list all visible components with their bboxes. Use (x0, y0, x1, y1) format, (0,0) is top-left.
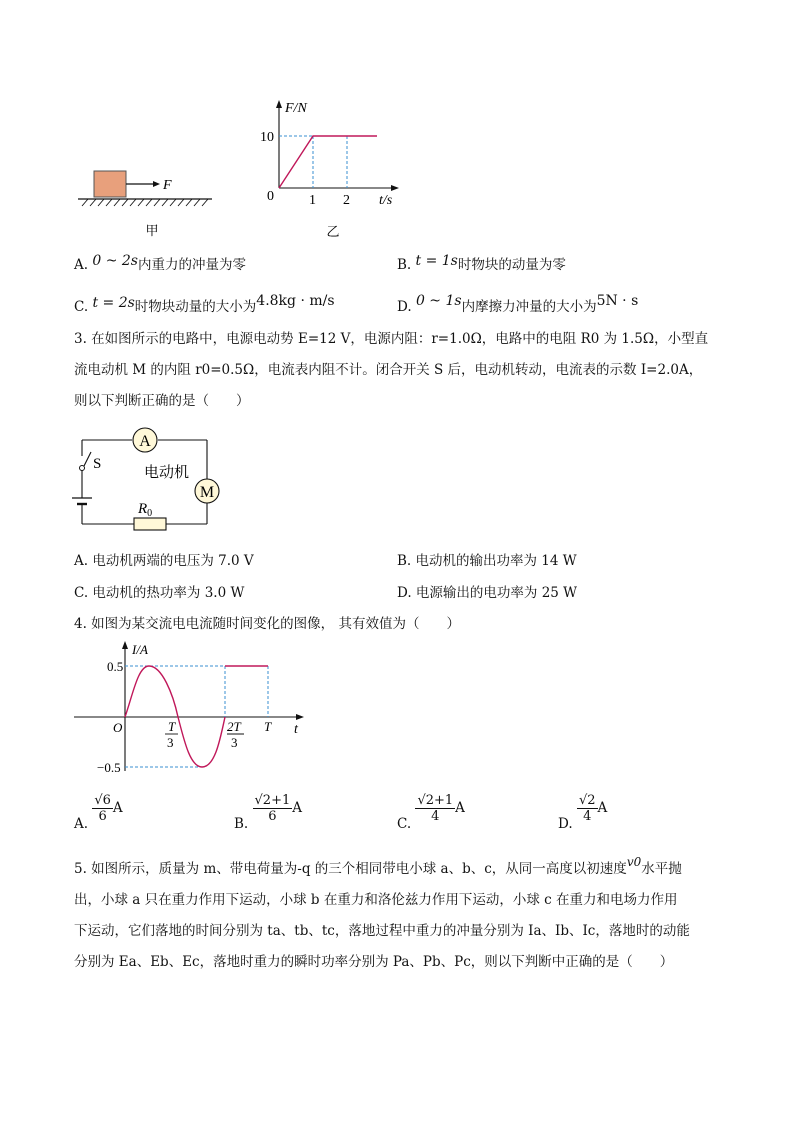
q4-option-a[interactable]: A. $\frac{√6}{6}$ A (74, 793, 123, 832)
y-tick-neg: −0.5 (97, 760, 121, 775)
y-axis-label: I/A (132, 642, 148, 657)
q2-option-a[interactable]: A. 0 ~ 2s内重力的冲量为零 (74, 253, 246, 273)
x-tick-2: 2 (343, 193, 350, 208)
q2-option-d[interactable]: D. 0 ~ 1s内摩擦力冲量的大小为5N · s (397, 293, 639, 315)
q3-stem: 3. 在如图所示的电路中，电源电动势 E=12 V，电源内阻：r=1.0Ω，电路中的电阻 R0 为 1.5Ω，小型直 流电动机 M 的内阻 r0=0.5Ω，电流表内阻不计。闭合开关 S 后，电动机转动，电流表的示数 I=2.0A， 则以下判断正确的是（ ） (74, 331, 709, 409)
svg-text:T: T (168, 719, 176, 734)
q3-option-a[interactable]: A. 电动机两端的电压为 7.0 V (74, 553, 254, 569)
caption-yi: 乙 (326, 224, 340, 239)
svg-text:3: 3 (167, 735, 174, 750)
q5-stem: 5. 如图所示，质量为 m、带电荷量为-q 的三个相同带电小球 a、b、c，从同一高度以初速度v0水平抛 出，小球 a 只在重力作用下运动，小球 b 在重力和洛伦兹力作用下运动，小球 c 在重力和电场力作用 下运动，它们落地的时间分别为 ta、tb、tc，落地过程中重力的冲量分别为 Ia、Ib、Ic，落地时的动能 分别为 Ea、Eb、Ec，落地时重力的瞬时功率分别为 Pa、Pb、Pc，则以下判断中正确的是（ ） (74, 855, 690, 970)
svg-text:M: M (199, 484, 215, 501)
y-tick-10: 10 (260, 130, 274, 145)
q3-option-c[interactable]: C. 电动机的热功率为 3.0 W (74, 585, 245, 601)
svg-text:2T: 2T (227, 719, 241, 734)
q3-option-b[interactable]: B. 电动机的输出功率为 14 W (397, 553, 577, 569)
tick-T: T (264, 719, 272, 734)
x-axis-label: t/s (379, 193, 393, 208)
circuit-diagram (60, 420, 230, 535)
q4-stem: 4. 如图为某交流电电流随时间变化的图像， 其有效值为（ ） (74, 616, 460, 632)
caption-jia: 甲 (145, 223, 159, 238)
q2-option-b[interactable]: B. t = 1s时物块的动量为零 (397, 253, 566, 273)
q4-option-b[interactable]: B. $\frac{√2+1}{6}$ A (234, 793, 302, 832)
switch (84, 452, 91, 466)
q2-option-c[interactable]: C. t = 2s时物块动量的大小为4.8kg · m/s (74, 293, 335, 315)
ac-current-graph (70, 636, 310, 776)
svg-text:3: 3 (231, 735, 238, 750)
figure-yi (255, 96, 415, 241)
force-curve (279, 136, 377, 188)
tick-2T3 (227, 719, 244, 750)
y-tick-pos: 0.5 (107, 659, 124, 674)
q4-option-c[interactable]: C. $\frac{√2+1}{4}$ A (397, 793, 465, 832)
origin-label: 0 (267, 189, 274, 204)
resistor-label: $R_0$ (138, 501, 153, 519)
svg-text:S: S (93, 456, 102, 472)
origin-label: O (113, 720, 123, 735)
motor-label: 电动机 (144, 465, 190, 481)
q3-option-d[interactable]: D. 电源输出的电功率为 25 W (397, 585, 578, 601)
x-axis-label: t (294, 722, 298, 737)
ground-hatch (82, 199, 208, 206)
block (94, 171, 126, 197)
x-tick-1: 1 (309, 193, 316, 208)
force-label: F (163, 178, 172, 193)
figure-jia (70, 160, 220, 240)
svg-text:A: A (139, 433, 151, 450)
y-axis-label: F/N (285, 101, 307, 116)
q4-option-d[interactable]: D. $\frac{√2}{4}$ A (558, 793, 608, 832)
resistor (134, 518, 166, 530)
tick-T3 (165, 719, 178, 750)
